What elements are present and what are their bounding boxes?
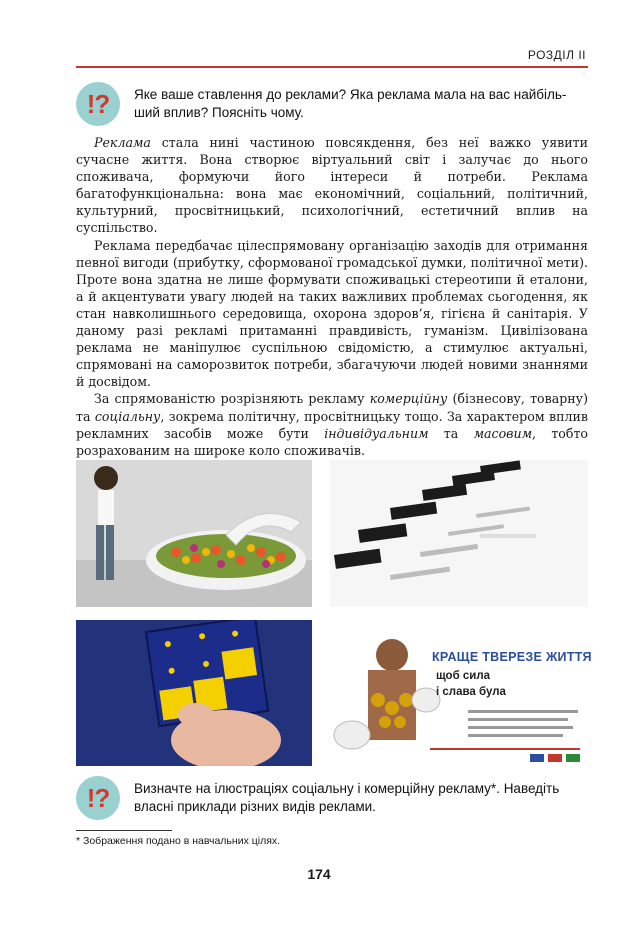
paragraph-3 bbox=[76, 390, 588, 458]
question-icon: !? bbox=[76, 82, 120, 126]
p3-b: (бізнесову, товарну) та bbox=[76, 391, 589, 424]
page-number: 174 bbox=[307, 866, 331, 882]
photo-flower-sandal bbox=[76, 460, 312, 607]
term-reklama: Реклама bbox=[94, 135, 151, 150]
term-commercial: комерційну bbox=[369, 391, 448, 407]
ad-title: КРАЩЕ ТВЕРЕЗЕ ЖИТТЯ bbox=[432, 650, 592, 664]
question-block-1 bbox=[76, 82, 588, 126]
p3-a: За спрямованістю розрізняють рекламу bbox=[94, 391, 370, 407]
question-icon: !? bbox=[76, 776, 120, 820]
p3-c: , зокрема політичну, просвітницьку тощо. За характером вплив рекламних засобів може бути bbox=[76, 408, 588, 441]
term-individual: індивідуальним bbox=[324, 425, 429, 441]
question-text-2: Визначте на ілюстраціях соціальну і комерційну рекламу*. Наведіть власні приклади різних видів реклами. bbox=[134, 781, 560, 814]
paragraph-2: Реклама передбачає цілеспрямовану організацію заходів для отримання певної вигоди (прибутку, сформованої громадської думки, політичної мети). Проте вона здатна не лише формувати споживацькі стереотипи й еталони, а й акцентувати увагу людей на таких важливих проблемах сьогодення, як стан навколишнього середовища, охорона здоров’я, гігієна й санітарія. У даному разі рекламі притаманні правдивість, гуманізм. Цивілізована реклама не маніпулює суспільною свідомістю, а стимулює актуальні, спрямовані на саморозвиток потреби, збагачуючи людей новими знаннями й досвідом. bbox=[76, 237, 588, 390]
p3-e: , тобто розрахованим на широке коло споживачів. bbox=[76, 425, 589, 458]
photo-eu-cube bbox=[76, 620, 312, 766]
p3-d: та bbox=[428, 425, 474, 441]
paragraph-1-text: стала нині частиною повсякдення, без неї важко уявити сучасне життя. Вона створює віртуальний світ і залучає до нього споживача, формуючи його інтереси й потреби. Реклама багатофункціональна: вона має економічний, соціальний, політичний, культурний, просвітницький, психологічний, естетичний вплив на суспільство. bbox=[76, 135, 588, 236]
footnote: * Зображення подано в навчальних цілях. bbox=[76, 835, 281, 847]
flower-sandal-image bbox=[76, 460, 312, 607]
main-text bbox=[76, 134, 588, 459]
photo-piano-cutlery bbox=[330, 460, 588, 607]
paragraph-1 bbox=[76, 134, 588, 237]
eu-cube-image bbox=[76, 620, 312, 766]
question-block-2 bbox=[76, 776, 588, 820]
section-label: РОЗДІЛ II bbox=[527, 48, 586, 62]
footnote-rule bbox=[76, 830, 172, 831]
term-mass: масовим bbox=[473, 425, 533, 441]
ad-line-2: і слава була bbox=[436, 686, 506, 698]
term-social: соціальну bbox=[94, 408, 161, 424]
ad-line-1: щоб сила bbox=[436, 670, 491, 682]
header-rule bbox=[76, 66, 588, 68]
piano-cutlery-image bbox=[330, 460, 588, 607]
question-text-1: Яке ваше ставлення до реклами? Яка реклама мала на вас найбіль- ший вплив? Поясніть чому. bbox=[134, 87, 567, 120]
